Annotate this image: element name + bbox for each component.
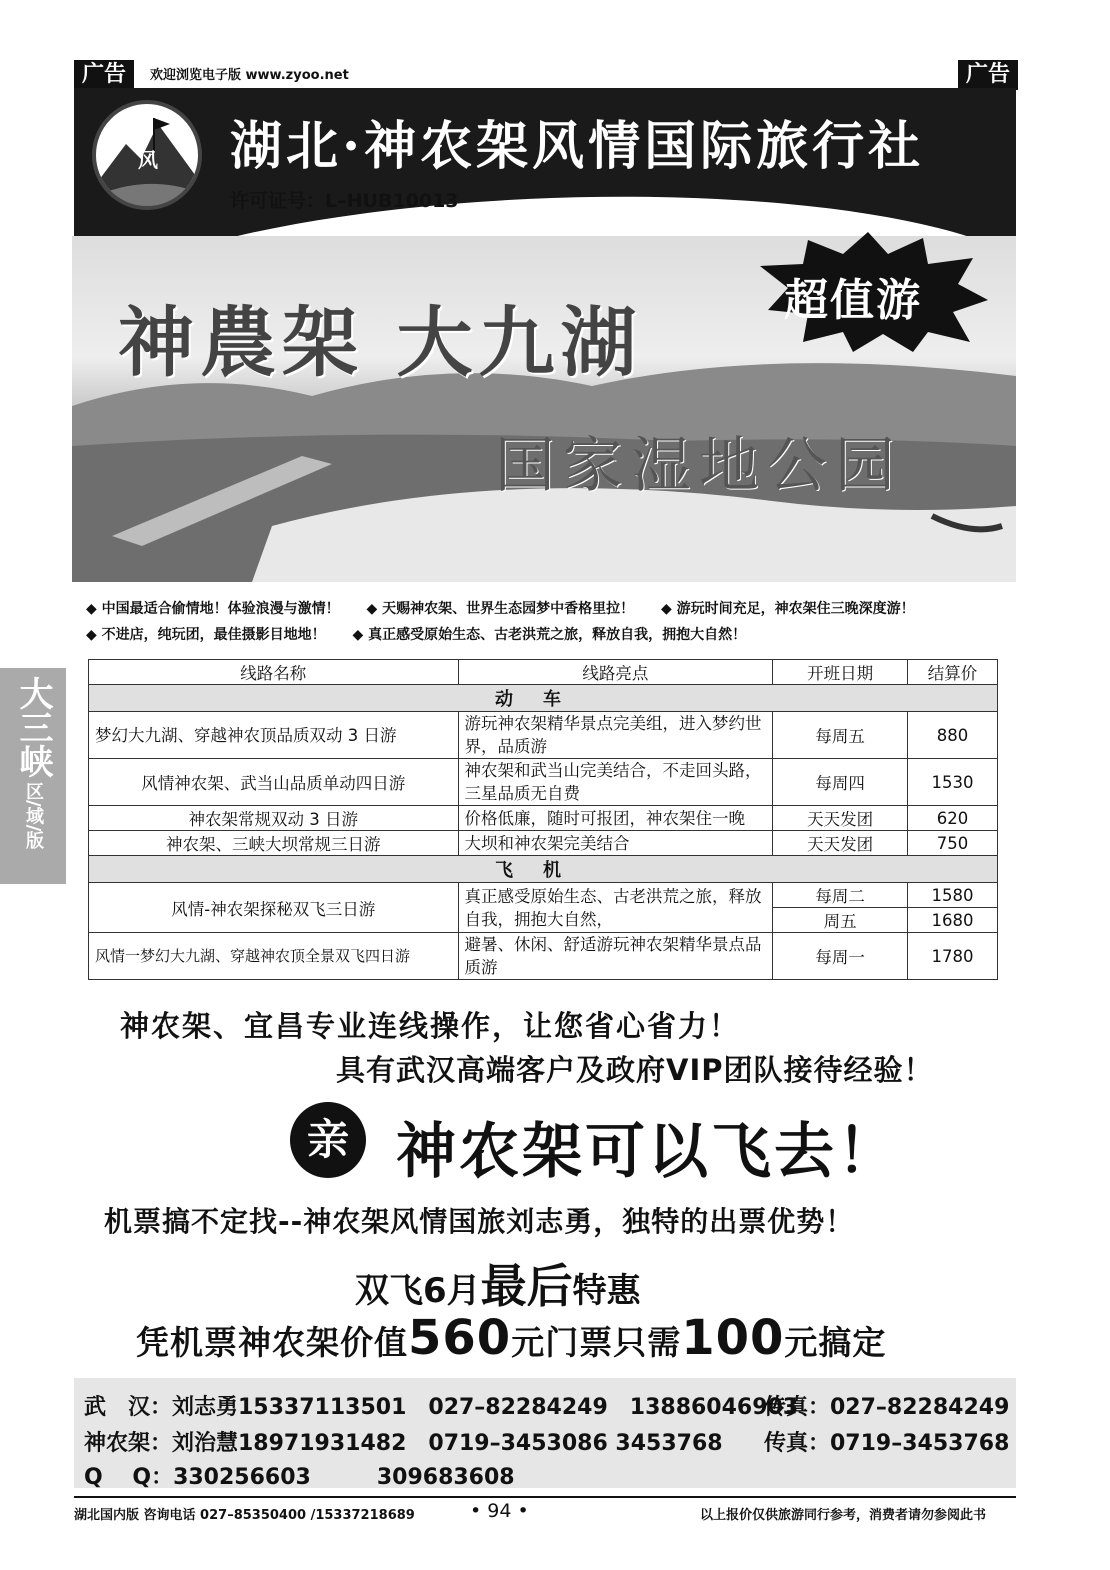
region-name: 大三峡 [13,676,53,778]
route-price: 880 [908,712,998,759]
route-date: 天天发团 [773,806,908,831]
route-date: 每周四 [773,759,908,806]
highlight-item: ◆ 不进店，纯玩团，最佳摄影目地地！ [86,627,326,643]
promo-text: 元搞定 [784,1323,887,1362]
footer-disclaimer: 以上报价仅供旅游同行参考，消费者请勿参阅此书 [700,1508,987,1523]
route-highlight: 真正感受原始生态、古老洪荒之旅，释放自我，拥抱大自然， [458,883,773,933]
route-price: 750 [908,831,998,856]
fax-wuhan: 传真：027–82284249 [764,1395,1010,1420]
section-row-train [89,685,998,712]
route-highlight: 价格低廉，随时可报团，神农架住一晚 [458,806,773,831]
table-row [89,806,998,831]
section-label-train: 动车 [89,685,998,712]
logo-char: 风 [138,148,158,172]
ad-tag-right: 广告 [958,60,1018,90]
routes-table [88,659,998,980]
highlight-item: ◆ 中国最适合偷情地！体验浪漫与激情！ [86,601,340,617]
banner-title: 神農架 大九湖 [118,298,643,387]
route-highlight: 神农架和武当山完美结合，不走回头路，三星品质无自费 [458,759,773,806]
col-header-highlight: 线路亮点 [458,660,773,685]
page-number: • 94 • [470,1500,529,1522]
route-price: 1780 [908,933,998,980]
region-side-tab [0,668,66,884]
promo-emphasis: 最后 [480,1259,573,1313]
route-highlight: 游玩神农架精华景点完美组，进入梦约世界，品质游 [458,712,773,759]
promo-text: 元门票只需 [511,1323,682,1362]
route-date: 周五 [773,908,908,933]
license-number: 许可证号：L–HUB10013 [230,190,459,212]
table-row [89,883,998,908]
agency-logo [92,100,202,210]
promo-price: 100 [681,1310,785,1366]
route-price: 1530 [908,759,998,806]
ad-tag-left: 广告 [74,60,134,90]
col-header-price: 结算价 [908,660,998,685]
value-badge-text: 超值游 [784,275,922,326]
section-row-plane [89,856,998,883]
route-name: 神农架常规双动 3 日游 [89,806,459,831]
table-row [89,759,998,806]
highlight-item: ◆ 游玩时间充足，神农架住三晚深度游！ [661,601,915,617]
route-highlight: 避暑、休闲、舒适游玩神农架精华景点品质游 [458,933,773,980]
welcome-text: 欢迎浏览电子版 www.zyoo.net [150,68,349,83]
route-price: 1680 [908,908,998,933]
contact-wuhan: 武 汉：刘志勇15337113501 027–82284249 13886046903 [84,1395,799,1420]
route-name: 风情神农架、武当山品质单动四日游 [89,759,459,806]
highlight-item: ◆ 天赐神农架、世界生态园梦中香格里拉！ [366,601,635,617]
contact-box [74,1378,1016,1488]
route-date: 每周二 [773,883,908,908]
table-header-row [89,660,998,685]
route-name: 风情-神农架探秘双飞三日游 [89,883,459,933]
highlight-row-2 [86,622,937,648]
route-name: 神农架、三峡大坝常规三日游 [89,831,459,856]
route-name: 风情一梦幻大九湖、穿越神农顶全景双飞四日游 [89,933,459,980]
route-date: 天天发团 [773,831,908,856]
contact-shennongjia: 神农架：刘治慧18971931482 0719–3453086 3453768 [84,1431,723,1456]
banner-subtitle: 国家湿地公园 [495,431,903,501]
promo-value: 560 [408,1310,512,1366]
route-highlight: 大坝和神农架完美结合 [458,831,773,856]
fax-shennongjia: 传真：0719–3453768 [764,1431,1010,1456]
footer-edition: 湖北国内版 咨询电话 027–85350400 /15337218689 [74,1508,415,1523]
ticket-price-promo [136,1310,886,1366]
june-promo [355,1250,641,1316]
route-date: 每周一 [773,933,908,980]
section-label-plane: 飞机 [89,856,998,883]
agency-name: 湖北·神农架风情国际旅行社 [230,116,925,177]
fly-headline: 神农架可以飞去！ [396,1117,900,1187]
highlight-item: ◆ 真正感受原始生态、古老洪荒之旅，释放自我，拥抱大自然！ [352,627,747,643]
speech-bubble-icon: 亲 [290,1102,366,1178]
highlights-list [86,596,937,648]
route-price: 1580 [908,883,998,908]
route-name: 梦幻大九湖、穿越神农顶品质双动 3 日游 [89,712,459,759]
edition-label: 区/域/版 [23,782,44,850]
table-row [89,933,998,980]
contact-qq: Q Q：330256603 309683608 [84,1465,515,1490]
promo-text: 凭机票神农架价值 [136,1323,408,1362]
route-date: 每周五 [773,712,908,759]
footer-divider [74,1496,1016,1498]
table-row [89,831,998,856]
route-price: 620 [908,806,998,831]
slogan-service: 神农架、宜昌专业连线操作，让您省心省力！ [120,1009,741,1043]
ticket-slogan: 机票搞不定找--神农架风情国旅刘志勇，独特的出票优势！ [104,1205,855,1238]
promo-text: 双飞6月 [355,1271,481,1311]
slogan-experience: 具有武汉高端客户及政府VIP团队接待经验！ [336,1053,934,1087]
highlight-row-1 [86,596,937,622]
col-header-date: 开班日期 [773,660,908,685]
table-row [89,712,998,759]
promo-text: 特惠 [572,1271,641,1311]
col-header-route: 线路名称 [89,660,459,685]
